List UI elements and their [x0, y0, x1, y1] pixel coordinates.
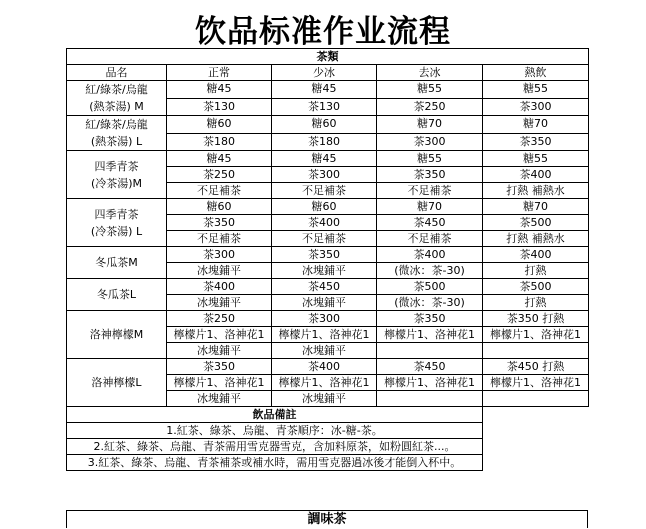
table-cell: 茶350 [167, 359, 272, 375]
column-header: 品名 [67, 65, 167, 81]
table-row [67, 359, 589, 375]
table-cell: 檸檬片1、洛神花1 [272, 327, 377, 343]
table-cell: 茶400 [377, 247, 483, 263]
table-cell: 茶400 [483, 167, 589, 183]
table-cell: 打熱 補熱水 [483, 183, 589, 199]
table-cell: 茶500 [483, 279, 589, 295]
table-cell: 不足補茶 [377, 183, 483, 199]
table-cell: 糖55 [377, 81, 483, 99]
table-cell: 不足補茶 [272, 231, 377, 247]
item-name [67, 116, 167, 151]
item-name-line: 四季青茶 [94, 207, 139, 221]
table-cell: 茶180 [167, 133, 272, 151]
table-cell: 打熱 [483, 295, 589, 311]
table-cell: 糖70 [377, 199, 483, 215]
table-cell [377, 391, 483, 407]
table-cell: 不足補茶 [167, 231, 272, 247]
table-cell: 不足補茶 [377, 231, 483, 247]
table-cell: 不足補茶 [167, 183, 272, 199]
table-row [67, 199, 589, 215]
table-cell: 糖60 [272, 199, 377, 215]
table-cell: 檸檬片1、洛神花1 [167, 375, 272, 391]
table-cell: 茶250 [167, 311, 272, 327]
table-cell: (微冰：茶-30) [377, 295, 483, 311]
table-cell: 糖70 [483, 116, 589, 134]
table-row [67, 116, 589, 134]
table-cell: 冰塊鋪平 [167, 263, 272, 279]
table-row [67, 247, 589, 263]
table-row [67, 81, 589, 99]
notes-label: 飲品備註 [67, 407, 483, 423]
table-cell: 糖45 [272, 151, 377, 167]
page-title: 饮品标准作业流程 [195, 14, 451, 50]
column-header: 正常 [167, 65, 272, 81]
table-cell: 茶350 打熱 [483, 311, 589, 327]
item-name [67, 311, 167, 359]
note-row [67, 439, 589, 455]
table-cell: 冰塊鋪平 [167, 343, 272, 359]
table-cell: 糖55 [377, 151, 483, 167]
item-name-line: 洛神檸檬M [89, 328, 144, 341]
item-name-line: (熱茶湯) L [90, 135, 143, 148]
table-cell [483, 391, 589, 407]
tea-sop-table [66, 48, 589, 471]
table-cell [377, 343, 483, 359]
table-cell: 茶350 [483, 133, 589, 151]
table-row [67, 279, 589, 295]
note-text: 3.紅茶、綠茶、烏龍、青茶補茶或補水時，需用雪克器過冰後才能倒入杯中。 [67, 455, 483, 471]
table-cell: 茶400 [167, 279, 272, 295]
table-cell: 茶130 [272, 98, 377, 116]
empty-cell [483, 455, 589, 471]
table-cell: 茶350 [377, 311, 483, 327]
item-name-line: 冬瓜茶M [95, 256, 138, 269]
item-name [67, 247, 167, 279]
table-cell: 茶400 [272, 359, 377, 375]
table-cell: 茶300 [377, 133, 483, 151]
item-name-line: 紅/綠茶/烏龍 [85, 83, 148, 96]
empty-cell [483, 423, 589, 439]
item-name-line: (冷茶湯) L [90, 224, 143, 238]
table-cell: 冰塊鋪平 [272, 263, 377, 279]
table-cell: 茶450 [377, 215, 483, 231]
table-cell: 茶400 [272, 215, 377, 231]
header-row [67, 65, 589, 81]
table-cell: 茶500 [483, 215, 589, 231]
item-name [67, 151, 167, 199]
table-cell: 茶300 [272, 311, 377, 327]
table-cell: 糖70 [377, 116, 483, 134]
section-header-flavored-tea: 調味茶 [66, 510, 588, 528]
table-cell: 打熱 [483, 263, 589, 279]
section-header-tea: 茶類 [67, 49, 589, 65]
table-cell: 茶300 [272, 167, 377, 183]
table-cell: 茶350 [167, 215, 272, 231]
note-text: 2.紅茶、綠茶、烏龍、青茶需用雪克器雪克，含加料原茶，如粉圓紅茶...。 [67, 439, 483, 455]
table-cell: 糖55 [483, 81, 589, 99]
item-name-line: 冬瓜茶L [96, 288, 137, 301]
table-cell: 檸檬片1、洛神花1 [272, 375, 377, 391]
item-name [67, 199, 167, 247]
item-name [67, 279, 167, 311]
note-row [67, 455, 589, 471]
note-text: 1.紅茶、綠茶、烏龍、青茶順序：冰-糖-茶。 [67, 423, 483, 439]
table-cell: 打熱 補熱水 [483, 231, 589, 247]
table-cell: 茶300 [167, 247, 272, 263]
table-cell: 茶350 [377, 167, 483, 183]
table-cell: 茶300 [483, 98, 589, 116]
column-header: 熱飲 [483, 65, 589, 81]
table-cell: 糖60 [272, 116, 377, 134]
notes-label-row [67, 407, 589, 423]
table-cell: 糖60 [167, 116, 272, 134]
empty-cell [483, 407, 589, 423]
table-cell: 糖60 [167, 199, 272, 215]
table-cell: 冰塊鋪平 [272, 295, 377, 311]
table-cell: 茶350 [272, 247, 377, 263]
table-cell: 檸檬片1、洛神花1 [377, 375, 483, 391]
item-name [67, 359, 167, 407]
table-cell: 茶450 [377, 359, 483, 375]
column-header: 去冰 [377, 65, 483, 81]
column-header: 少冰 [272, 65, 377, 81]
table-cell: 不足補茶 [272, 183, 377, 199]
table-cell: 冰塊鋪平 [272, 391, 377, 407]
item-name-line: 洛神檸檬L [91, 376, 142, 389]
table-cell: 冰塊鋪平 [167, 391, 272, 407]
table-cell: 茶450 打熱 [483, 359, 589, 375]
table-row [67, 151, 589, 167]
item-name-line: (冷茶湯)M [90, 176, 143, 190]
table-cell: 茶400 [483, 247, 589, 263]
table-cell [483, 343, 589, 359]
table-cell: 糖45 [167, 151, 272, 167]
table-cell: 糖70 [483, 199, 589, 215]
table-cell: 冰塊鋪平 [167, 295, 272, 311]
table-cell: (微冰：茶-30) [377, 263, 483, 279]
table-cell: 茶500 [377, 279, 483, 295]
table-cell: 茶130 [167, 98, 272, 116]
table-cell: 茶250 [377, 98, 483, 116]
table-row [67, 311, 589, 327]
item-name-line: (熱茶湯) M [89, 100, 144, 113]
table-cell: 檸檬片1、洛神花1 [483, 375, 589, 391]
item-name-line: 紅/綠茶/烏龍 [85, 118, 148, 131]
empty-cell [483, 439, 589, 455]
table-cell: 檸檬片1、洛神花1 [167, 327, 272, 343]
table-cell: 茶450 [272, 279, 377, 295]
table-cell: 檸檬片1、洛神花1 [483, 327, 589, 343]
table-cell: 糖45 [167, 81, 272, 99]
note-row [67, 423, 589, 439]
table-cell: 檸檬片1、洛神花1 [377, 327, 483, 343]
item-name [67, 81, 167, 116]
section-row [67, 49, 589, 65]
table-cell: 糖55 [483, 151, 589, 167]
table-cell: 冰塊鋪平 [272, 343, 377, 359]
item-name-line: 四季青茶 [94, 159, 139, 173]
table-cell: 茶180 [272, 133, 377, 151]
table-cell: 茶250 [167, 167, 272, 183]
table-cell: 糖45 [272, 81, 377, 99]
